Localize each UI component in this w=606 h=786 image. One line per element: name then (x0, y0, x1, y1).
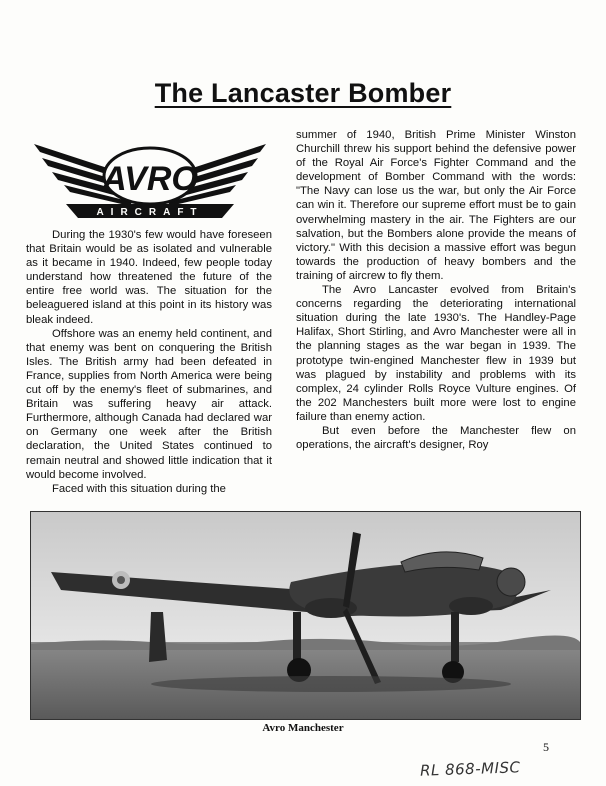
right-paragraph-1: summer of 1940, British Prime Minister Winston Churchill threw his support behind the defensive power of the Royal Air Force's Fighter Command and the development of Bomber Command with the words: "The Navy can lose us the war, but only the Air Force can win it. Therefore our supreme effort must be to gain overwhelming mastery in the air. The Fighters are our salvation, but the Bombers alone provide the means of victory." With this decision a massive effort was begun towards the production of heavy bombers and the training of aircrew to fly them. (296, 129, 576, 282)
left-paragraph-1: During the 1930's few would have foreseen that Britain would be as isolated and vulnerable as it became in 1940. Indeed, few people today understand how threatened the future of the entire free world was. The situation for the beleaguered island at this point in its history was bleak indeed. (26, 229, 272, 326)
left-paragraph-2: Offshore was an enemy held continent, and that enemy was bent on conquering the British Isles. The British army had been defeated in France, supplies from North America were being cut off by the enemy's fleet of submarines, and Britain was suffering heavy air attack. Furthermore, although Canada had declared war on Germany one week after the British declaration, the United States continued to remain neutral and showed little indication that it would become involved. (26, 327, 272, 481)
left-paragraph-3: Faced with this situation during the (52, 482, 226, 495)
page-title-wrap (0, 78, 606, 109)
right-paragraph-2: The Avro Lancaster evolved from Britain's concerns regarding the deteriorating international situation during the late 1930's. The Handley-Page Halifax, Short Stirling, and Avro Manchester were all in the planning stages as the war began in 1939. The prototype twin-engined Manchester flew in 1939 but was plagued by instability and problems with its complex, 24 cylinder Rolls Royce Vulture engines. Of the 202 Manchesters built more were lost to engine failure than enemy action. (296, 284, 576, 423)
logo-avro-text: AVRO (102, 160, 198, 198)
handwritten-reference: RL 868-MISC (419, 758, 521, 780)
logo-aircraft-text: AIRCRAFT (96, 207, 204, 218)
avro-aircraft-logo (26, 130, 274, 224)
left-column (26, 228, 272, 496)
page-number: 5 (543, 740, 549, 754)
avro-manchester-photo (30, 511, 581, 720)
photo-caption: Avro Manchester (262, 722, 344, 734)
right-column (296, 128, 576, 452)
right-paragraph-3: But even before the Manchester flew on operations, the aircraft's designer, Roy (296, 424, 576, 452)
page-title: The Lancaster Bomber (154, 78, 452, 108)
